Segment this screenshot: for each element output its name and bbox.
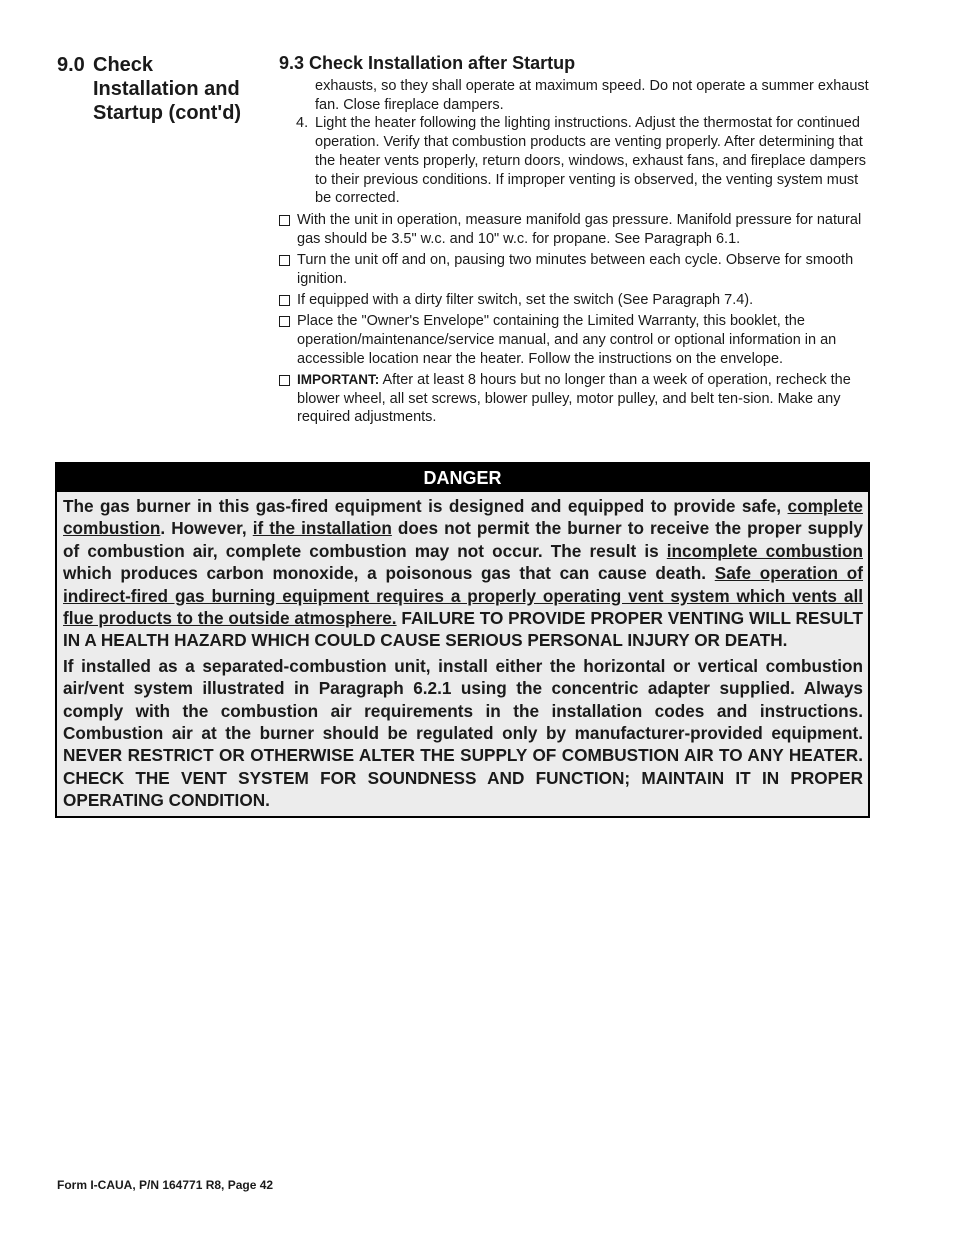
numbered-item xyxy=(296,114,869,208)
checklist xyxy=(279,211,869,427)
danger-text: FAILURE TO PROVIDE PROPER VENTING WILL RESULT IN A HEALTH HAZARD WHICH COULD CAUSE SERIOUS PERSONAL INJURY OR DEATH. xyxy=(63,608,863,651)
checkbox-icon xyxy=(279,295,290,306)
page-footer: Form I-CAUA, P/N 164771 R8, Page 42 xyxy=(57,1178,274,1192)
danger-text: The gas burner in this gas-fired equipment is designed and equipped to provide safe, xyxy=(63,496,788,516)
danger-paragraph: If installed as a separated-combustion unit, install either the horizontal or vertical combustion air/vent system illustrated in Paragraph 6.2.1 using the concentric adapter supplied. Always comply with the combustion air requirements in the installation codes and instructions. Combustion air at the burner should be regulated only by manufacturer-provided equipment. NEVER RESTRICT OR OTHERWISE ALTER THE SUPPLY OF COMBUSTION AIR TO ANY HEATER. CHECK THE VENT SYSTEM FOR SOUNDNESS AND FUNCTION; MAINTAIN IT IN PROPER OPERATING CONDITION. xyxy=(63,655,863,811)
checklist-item-text: With the unit in operation, measure manifold gas pressure. Manifold pressure for natural gas should be 3.5" w.c. and 10" w.c. for propane. See Paragraph 6.1. xyxy=(297,211,862,247)
section-title: Check Installation and Startup (cont'd) xyxy=(93,54,242,124)
danger-underlined-text: complete combustion xyxy=(63,496,863,539)
danger-underlined-text: incomplete combustion xyxy=(666,540,863,561)
continued-paragraph: exhausts, so they shall operate at maximum speed. Do not operate a summer exhaust fan. Close fireplace dampers. xyxy=(315,78,869,113)
checkbox-icon xyxy=(279,375,290,386)
checklist-item xyxy=(279,251,869,288)
subsection-title: 9.3 Check Installation after Startup xyxy=(279,53,576,73)
danger-underlined-text: if the installation xyxy=(252,518,392,539)
checklist-item-text: Turn the unit off and on, pausing two minutes between each cycle. Observe for smooth ignition. xyxy=(297,251,854,287)
item-number: 4. xyxy=(296,115,309,132)
important-label: IMPORTANT: xyxy=(297,371,380,387)
checklist-item xyxy=(279,291,869,310)
danger-header: DANGER xyxy=(57,464,868,492)
checklist-item xyxy=(279,371,869,427)
danger-body xyxy=(57,492,868,816)
checklist-item xyxy=(279,312,869,368)
danger-text: does not permit the burner to receive the proper supply of combustion air, complete combustion may not occur. The result is xyxy=(63,518,863,561)
checkbox-icon xyxy=(279,215,290,226)
item-text: Light the heater following the lighting instructions. Adjust the thermostat for continued operation. Verify that combustion products are venting properly. After determining that the heater vents properly, return doors, windows, exhaust fans, and fireplace dampers to their previous conditions. If improper venting is observed, the venting system must be corrected. xyxy=(315,115,867,207)
danger-warning-box xyxy=(55,462,870,818)
section-number: 9.0 xyxy=(57,54,85,76)
checklist-item-text: Place the "Owner's Envelope" containing the Limited Warranty, this booklet, the operation/maintenance/service manual, and any control or optional information in an accessible location near the heater. Follow the instructions on the envelope. xyxy=(297,313,837,367)
checklist-item-text: After at least 8 hours but no longer than a week of operation, recheck the blower wheel, all set screws, blower pulley, motor pulley, and belt ten-sion. Make any required adjustments. xyxy=(297,371,851,426)
checkbox-icon xyxy=(279,255,290,266)
checklist-item xyxy=(279,211,869,248)
danger-text: which produces carbon monoxide, a poisonous gas that can cause death. xyxy=(63,563,715,584)
checklist-item-text: If equipped with a dirty filter switch, set the switch (See Paragraph 7.4). xyxy=(297,291,754,308)
danger-paragraph xyxy=(63,495,863,652)
danger-text: . However, xyxy=(160,518,253,539)
danger-underlined-text: Safe operation of indirect-fired gas burning equipment requires a properly operating vent system which vents all flue products to the outside atmosphere. xyxy=(63,563,863,629)
checkbox-icon xyxy=(279,316,290,327)
subsection-9-3 xyxy=(279,52,869,430)
